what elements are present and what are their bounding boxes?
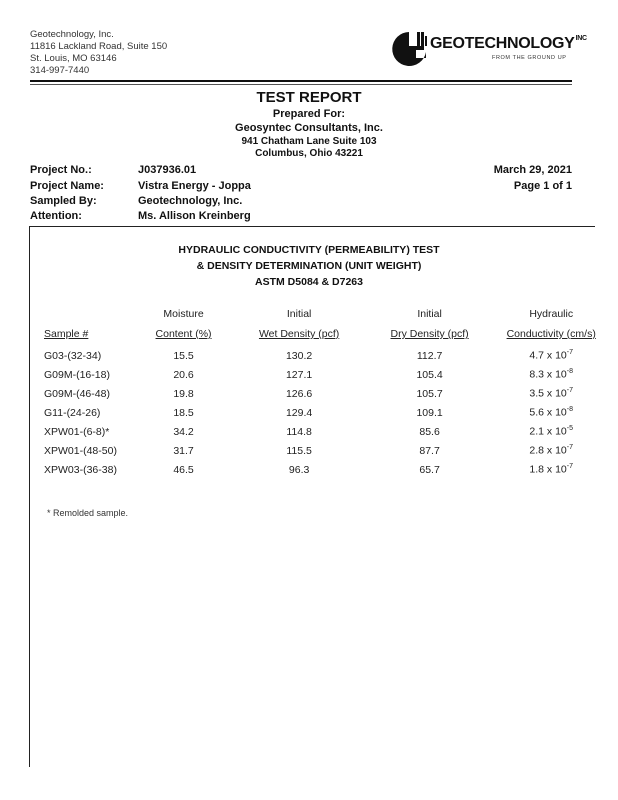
cell-wet-density: 115.5 xyxy=(286,444,312,457)
project-number-label: Project No.: xyxy=(30,164,92,176)
table-row xyxy=(44,384,618,403)
conductivity-exponent: -7 xyxy=(566,349,573,357)
cell-dry-density: 85.6 xyxy=(419,425,440,438)
cell-dry-density: 112.7 xyxy=(416,349,443,362)
cell-wet-density: 114.8 xyxy=(286,425,312,438)
conductivity-exponent: -8 xyxy=(566,406,573,414)
results-table xyxy=(44,306,618,479)
header-conductivity: Conductivity (cm/s) xyxy=(506,328,596,340)
table-row xyxy=(44,346,618,365)
report-date: March 29, 2021 xyxy=(493,164,572,176)
conductivity-base: 3.5 x 10 xyxy=(529,387,567,400)
cell-dry-density: 109.1 xyxy=(416,406,443,419)
test-standard: ASTM D5084 & D7263 xyxy=(255,276,363,288)
conductivity-base: 8.3 x 10 xyxy=(529,368,567,381)
prepared-for-label: Prepared For: xyxy=(272,108,346,120)
cell-moisture: 20.6 xyxy=(173,368,194,381)
table-row xyxy=(44,441,618,460)
cell-dry-density: 65.7 xyxy=(419,463,440,476)
conductivity-exponent: -7 xyxy=(566,463,573,471)
conductivity-base: 5.6 x 10 xyxy=(529,406,567,419)
cell-dry-density: 105.4 xyxy=(416,368,443,381)
company-address-block xyxy=(30,29,167,77)
cell-wet-density: 129.4 xyxy=(285,406,313,419)
table-header-row-top xyxy=(44,306,618,320)
logo-text: GEOTECHNOLOGY xyxy=(430,35,575,52)
logo-suffix: INC xyxy=(575,35,587,42)
cell-conductivity xyxy=(484,346,618,365)
header-dry-density: Dry Density (pcf) xyxy=(390,328,469,340)
sampled-by: Geotechnology, Inc. xyxy=(138,195,243,207)
header-top xyxy=(44,306,144,320)
test-title-line2: & DENSITY DETERMINATION (UNIT WEIGHT) xyxy=(196,260,422,272)
cell-conductivity xyxy=(484,403,618,422)
table-row xyxy=(44,403,618,422)
attention-label: Attention: xyxy=(30,210,82,222)
company-name: Geotechnology, Inc. xyxy=(30,29,114,40)
table-row xyxy=(44,460,618,479)
cell-moisture: 34.2 xyxy=(173,425,194,438)
conductivity-exponent: -7 xyxy=(566,444,573,452)
cell-dry-density: 87.7 xyxy=(419,444,440,457)
page-indicator: Page 1 of 1 xyxy=(513,180,572,192)
cell-wet-density: 126.6 xyxy=(285,387,313,400)
cell-moisture: 15.5 xyxy=(173,349,194,362)
cell-conductivity xyxy=(484,441,618,460)
client-name: Geosyntec Consultants, Inc. xyxy=(235,122,383,134)
cell-wet-density: 127.1 xyxy=(285,368,313,381)
cell-sample: G09M-(46-48) xyxy=(44,387,110,400)
header-top: Moisture xyxy=(163,308,204,320)
footnote: * Remolded sample. xyxy=(47,508,129,518)
cell-sample: G09M-(16-18) xyxy=(44,368,110,381)
cell-moisture: 46.5 xyxy=(173,463,194,476)
conductivity-exponent: -8 xyxy=(566,368,573,376)
cell-conductivity xyxy=(484,384,618,403)
header-divider-thin xyxy=(30,84,572,85)
conductivity-exponent: -7 xyxy=(566,387,573,395)
cell-sample: XPW01-(6-8)* xyxy=(44,425,110,438)
header-wet-density: Wet Density (pcf) xyxy=(258,328,340,340)
conductivity-base: 1.8 x 10 xyxy=(529,463,567,476)
cell-sample: G03-(32-34) xyxy=(44,349,102,362)
cell-dry-density: 105.7 xyxy=(416,387,443,400)
client-address-line1: 941 Chatham Lane Suite 103 xyxy=(241,136,377,147)
logo-tagline: FROM THE GROUND UP xyxy=(492,55,567,61)
cell-conductivity xyxy=(484,422,618,441)
client-address-line2: Columbus, Ohio 43221 xyxy=(255,148,363,159)
cell-conductivity xyxy=(484,365,618,384)
header-top: Initial xyxy=(286,308,312,320)
conductivity-base: 2.1 x 10 xyxy=(529,425,567,438)
table-row xyxy=(44,365,618,384)
cell-sample: G11-(24-26) xyxy=(44,406,101,419)
table-row xyxy=(44,422,618,441)
table-header-row xyxy=(44,320,618,340)
company-logo xyxy=(390,28,587,72)
cell-sample: XPW03-(36-38) xyxy=(44,463,117,476)
header-top: Initial xyxy=(417,308,442,320)
header-top: Hydraulic xyxy=(529,308,574,320)
header-moisture: Content (%) xyxy=(155,328,212,340)
project-number: J037936.01 xyxy=(138,164,197,176)
sampled-by-label: Sampled By: xyxy=(30,195,97,207)
company-street: 11816 Lackland Road, Suite 150 xyxy=(30,41,168,52)
cell-sample: XPW01-(48-50) xyxy=(44,444,117,457)
conductivity-base: 4.7 x 10 xyxy=(529,349,567,362)
cell-conductivity xyxy=(484,460,618,479)
header-sample: Sample # xyxy=(44,328,89,340)
header-divider xyxy=(30,80,572,82)
company-city: St. Louis, MO 63146 xyxy=(30,53,117,64)
conductivity-exponent: -5 xyxy=(566,425,573,433)
cell-wet-density: 130.2 xyxy=(285,349,313,362)
company-phone: 314-997-7440 xyxy=(30,65,90,76)
cell-moisture: 31.7 xyxy=(173,444,194,457)
report-title: TEST REPORT xyxy=(256,89,362,106)
cell-moisture: 18.5 xyxy=(173,406,194,419)
cell-wet-density: 96.3 xyxy=(288,463,310,476)
project-name-label: Project Name: xyxy=(30,180,104,192)
cell-moisture: 19.8 xyxy=(173,387,194,400)
attention-name: Ms. Allison Kreinberg xyxy=(138,210,251,222)
test-title-line1: HYDRAULIC CONDUCTIVITY (PERMEABILITY) TEST xyxy=(178,244,440,256)
conductivity-base: 2.8 x 10 xyxy=(529,444,567,457)
project-name: Vistra Energy - Joppa xyxy=(138,180,251,192)
